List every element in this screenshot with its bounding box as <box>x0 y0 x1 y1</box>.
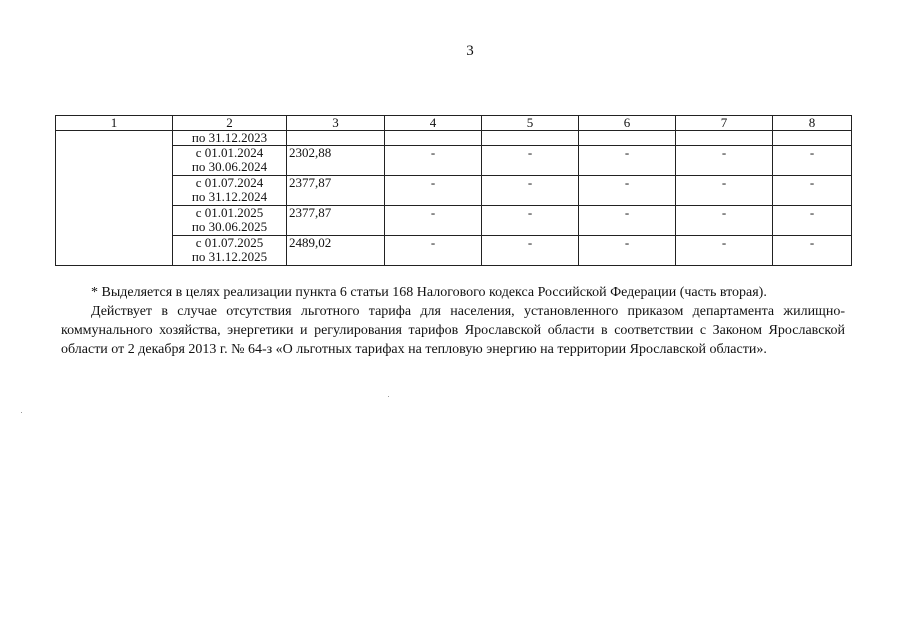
period-end: по 30.06.2025 <box>191 219 268 234</box>
data-cell: - <box>579 176 676 206</box>
data-cell: - <box>482 236 579 266</box>
value-cell <box>287 131 385 146</box>
data-cell: - <box>482 176 579 206</box>
data-cell <box>579 131 676 146</box>
value-cell: 2489,02 <box>287 236 385 266</box>
data-cell: - <box>773 176 852 206</box>
page-number: 3 <box>466 43 474 59</box>
period-end: по 30.06.2024 <box>191 159 268 174</box>
data-cell: - <box>676 236 773 266</box>
data-cell: - <box>579 146 676 176</box>
table-row <box>56 176 852 206</box>
period-end: по 31.12.2023 <box>191 130 268 145</box>
footnote: * Выделяется в целях реализации пункта 6 статьи 168 Налогового кодекса Российской Федерации (часть вторая). <box>91 285 767 300</box>
note-paragraph: Действует в случае отсутствия льготного тарифа для населения, установленного приказом департамента жилищно-коммунального хозяйства, энергетики и регулирования тарифов Ярославской области в соответствии с Законом Ярославской области от 2 декабря 2013 г. № 64-з «О льготных тарифах на тепловую энергию на территории Ярославской области». <box>61 304 845 357</box>
column-header: 8 <box>773 116 852 131</box>
table-row <box>56 131 852 146</box>
data-cell: - <box>385 206 482 236</box>
notes-section <box>61 283 845 359</box>
table-row <box>56 146 852 176</box>
value-cell: 2377,87 <box>287 206 385 236</box>
table-row <box>56 236 852 266</box>
column-header: 7 <box>676 116 773 131</box>
column-header: 4 <box>385 116 482 131</box>
period-cell <box>173 206 287 236</box>
scan-speck <box>388 396 389 397</box>
data-cell: - <box>676 206 773 236</box>
empty-merged-cell <box>56 131 173 266</box>
column-header: 2 <box>173 116 287 131</box>
data-cell <box>773 131 852 146</box>
data-cell: - <box>773 236 852 266</box>
period-start: с 01.07.2025 <box>195 235 264 250</box>
data-cell: - <box>773 146 852 176</box>
header-row <box>56 116 852 131</box>
period-end: по 31.12.2025 <box>191 249 268 264</box>
data-cell <box>385 131 482 146</box>
column-header: 1 <box>56 116 173 131</box>
period-end: по 31.12.2024 <box>191 189 268 204</box>
column-header: 3 <box>287 116 385 131</box>
data-cell: - <box>676 146 773 176</box>
period-cell <box>173 236 287 266</box>
period-start: с 01.01.2025 <box>195 205 264 220</box>
column-header: 5 <box>482 116 579 131</box>
data-cell <box>482 131 579 146</box>
data-cell: - <box>385 236 482 266</box>
value-cell: 2377,87 <box>287 176 385 206</box>
period-cell <box>173 176 287 206</box>
table-row <box>56 206 852 236</box>
column-header: 6 <box>579 116 676 131</box>
period-cell <box>173 146 287 176</box>
tariff-table <box>55 115 852 266</box>
period-start: с 01.01.2024 <box>195 145 264 160</box>
period-cell <box>173 131 287 146</box>
data-cell: - <box>385 176 482 206</box>
period-start: с 01.07.2024 <box>195 175 264 190</box>
data-cell <box>676 131 773 146</box>
data-cell: - <box>482 206 579 236</box>
data-cell: - <box>385 146 482 176</box>
data-cell: - <box>579 236 676 266</box>
data-cell: - <box>676 176 773 206</box>
data-cell: - <box>482 146 579 176</box>
data-cell: - <box>579 206 676 236</box>
value-cell: 2302,88 <box>287 146 385 176</box>
data-cell: - <box>773 206 852 236</box>
scan-speck <box>21 412 22 413</box>
